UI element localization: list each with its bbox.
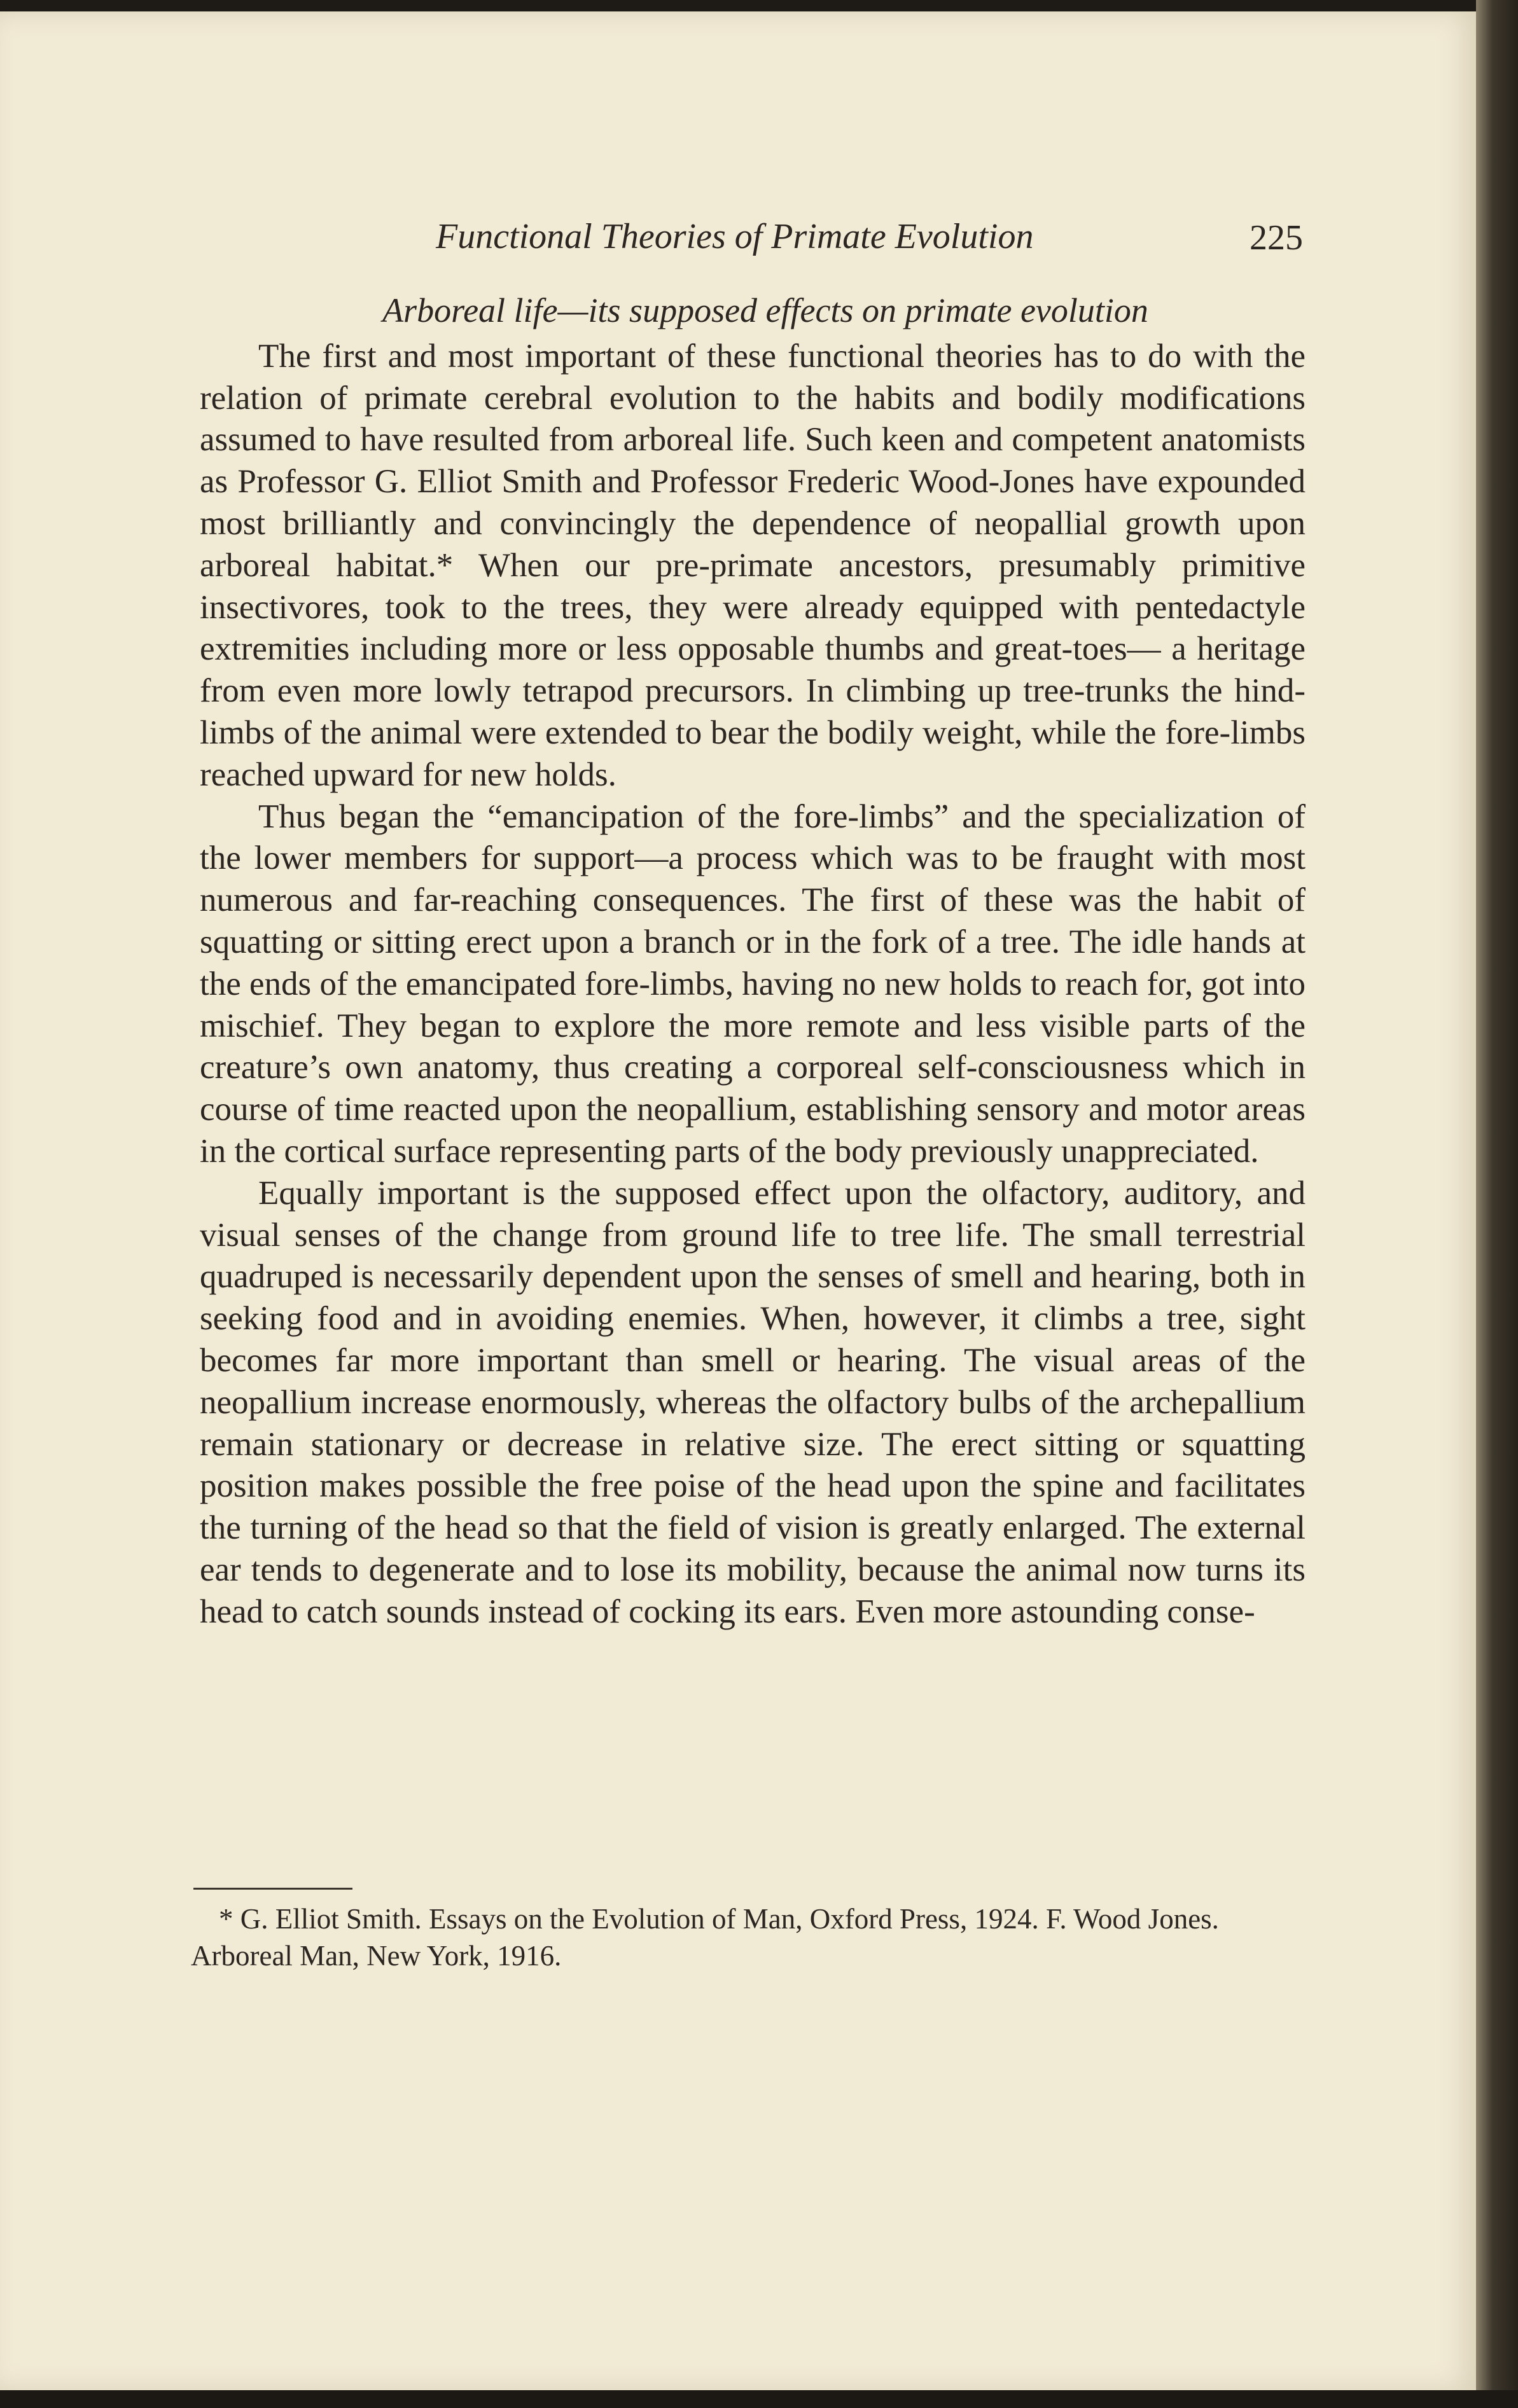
book-spine-edge — [1476, 0, 1518, 2408]
paragraph-2: Thus began the “emancipation of the fore-limbs” and the specialization of the lower members for support—a process which was to be fraught with most numerous and far-reaching consequences. The first of these was the habit of squatting or sitting erect upon a branch or in the fork of a tree. The idle hands at the ends of the emancipated fore-limbs, having no new holds to reach for, got into mischief. They began to explore the more remote and less visible parts of the creature’s own anatomy, thus creating a corporeal self-consciousness which in course of time reacted upon the neopallium, establishing sensory and motor areas in the cortical surface representing parts of the body previously unappreciated. — [200, 798, 1306, 1170]
footnote-rule — [193, 1888, 352, 1890]
scan-top-edge — [0, 0, 1518, 11]
paragraph-1: The first and most important of these functional theories has to do with the relation of primate cerebral evolution to the habits and bodily modifications assumed to have resulted from arboreal life. Such keen and competent anatomists as Professor G. Elliot Smith and Professor Frederic Wood-Jones have expounded most brilliantly and convincingly the dependence of neopallial growth upon arboreal habitat.* When our pre-primate ancestors, presumably primitive insectivores, took to the trees, they were already equipped with pentedactyle extremities including more or less opposable thumbs and great-toes— a heritage from even more lowly tetrapod precursors. In climbing up tree-trunks the hind-limbs of the animal were extended to bear the bodily weight, while the fore-limbs reached upward for new holds. — [200, 337, 1306, 793]
scan-bottom-edge — [0, 2390, 1518, 2408]
section-heading: Arboreal life—its supposed effects on primate evolution — [382, 291, 1148, 329]
footnote: * G. Elliot Smith. Essays on the Evolution of Man, Oxford Press, 1924. F. Wood Jones. Arboreal Man, New York, 1916. — [191, 1903, 1219, 1972]
page-number: 225 — [1250, 218, 1303, 258]
book-page — [0, 11, 1476, 2390]
running-head-title: Functional Theories of Primate Evolution — [436, 217, 1034, 256]
body-text — [200, 290, 1306, 1633]
paragraph-3: Equally important is the supposed effect upon the olfactory, auditory, and visual senses of the change from ground life to tree life. The small terrestrial quadruped is necessarily dependent upon the senses of smell and hearing, both in seeking food and in avoiding enemies. When, however, it climbs a tree, sight becomes far more important than smell or hearing. The visual areas of the neopallium increase enormously, whereas the olfactory bulbs of the archepallium remain stationary or decrease in relative size. The erect sitting or squatting position makes possible the free poise of the head upon the spine and facilitates the turning of the head so that the field of vision is greatly enlarged. The external ear tends to degenerate and to lose its mobility, because the animal now turns its head to catch sounds instead of cocking its ears. Even more astounding conse- — [200, 1174, 1306, 1630]
